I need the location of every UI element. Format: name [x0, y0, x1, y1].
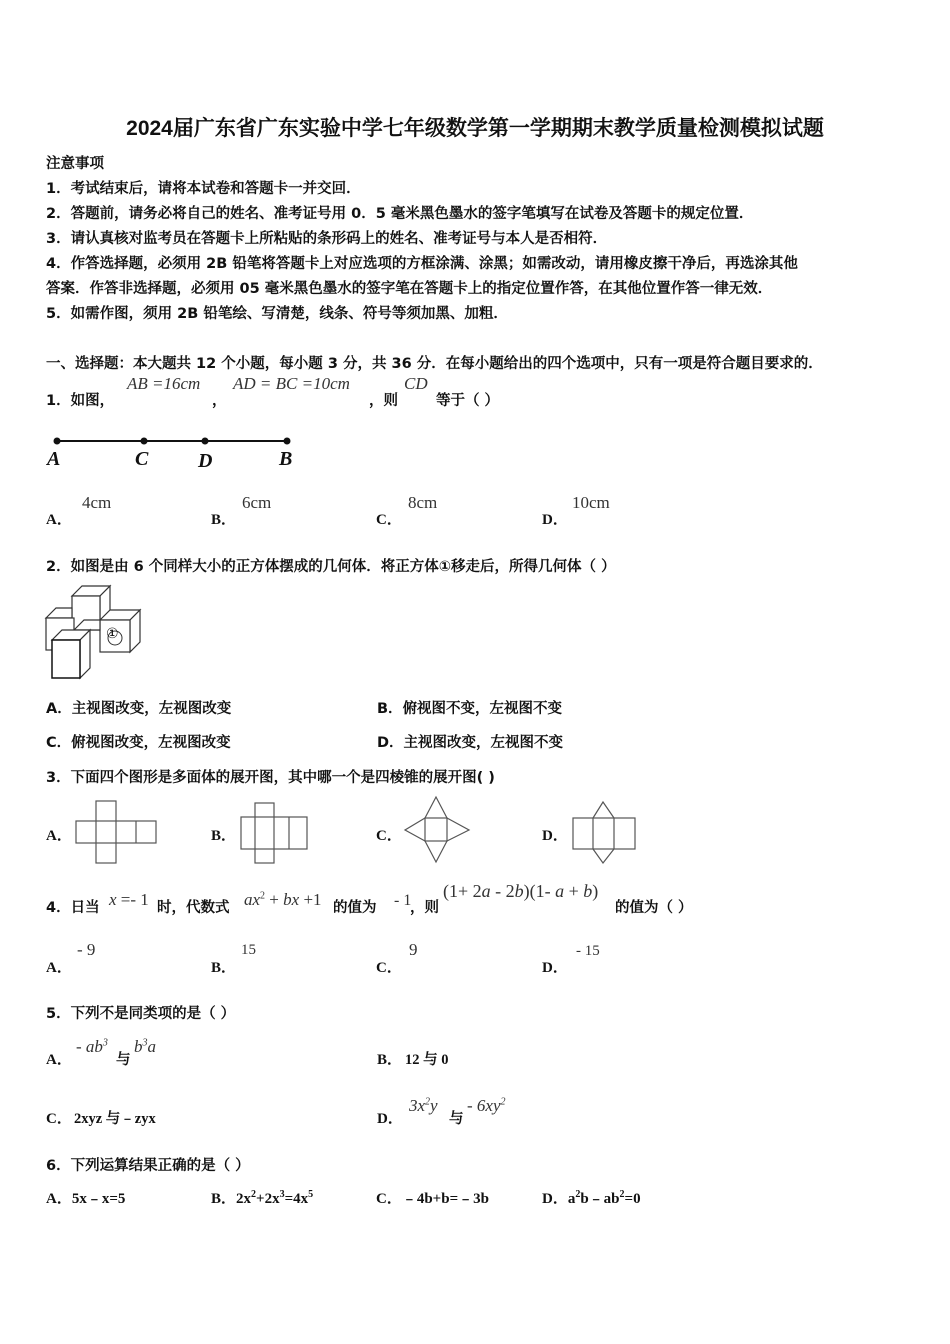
- option-d-value[interactable]: [409, 1096, 438, 1116]
- question-text: 的值为: [333, 900, 377, 916]
- notice-item: 5．如需作图，须用 2B 铅笔绘、写清楚，线条、符号等须加黑、加粗．: [46, 306, 508, 322]
- option-label-a: A．: [46, 828, 72, 844]
- connector-text: 与: [449, 1111, 464, 1127]
- exponent: 2: [619, 1189, 625, 1200]
- math-expression: AB =16cm: [127, 374, 201, 393]
- option-a[interactable]: [46, 1187, 125, 1208]
- question-text: 的值为（ ）: [615, 900, 693, 916]
- option-value: 俯视图改变，左视图改变: [71, 735, 231, 751]
- math-part: 2x: [236, 1191, 252, 1207]
- question-text: ，则: [410, 900, 439, 916]
- math-expression: AD = BC =10cm: [233, 374, 350, 393]
- net-figure-d[interactable]: [573, 802, 639, 864]
- option-c-value[interactable]: 2xyz 与﹣zyx: [74, 1111, 156, 1127]
- question-text: 3．下面四个图形是多面体的展开图，其中哪一个是四棱锥的展开图( ): [46, 770, 495, 786]
- math-term: - ab: [76, 1037, 103, 1056]
- option-label-c: C．: [376, 828, 402, 844]
- option-label: C．: [376, 1191, 402, 1207]
- option-value: 主视图改变，左视图改变: [71, 701, 232, 717]
- option-b[interactable]: [377, 697, 562, 718]
- math-expression: $ax^2$ + bx +1: [244, 890, 322, 909]
- connector-text: 与: [116, 1052, 131, 1068]
- option-value: 主视图改变，左视图不变: [403, 735, 564, 751]
- option-a-value[interactable]: [76, 1037, 108, 1057]
- net-figure-c[interactable]: [405, 797, 473, 863]
- option-c[interactable]: [46, 731, 231, 752]
- option-label-c: C．: [46, 1111, 72, 1127]
- math-part: a: [567, 1191, 576, 1207]
- option-label-a: A．: [46, 512, 72, 528]
- question-text: 4．日当: [46, 900, 100, 916]
- option-c-value[interactable]: 8cm: [408, 493, 438, 512]
- option-value: ﹣4b+b=﹣3b: [401, 1191, 489, 1207]
- math-tail: a: [147, 1037, 156, 1056]
- option-label-d: D．: [377, 1111, 403, 1127]
- math-expression: CD: [404, 374, 428, 393]
- line-segment-figure: [46, 430, 306, 475]
- question-text: 2．如图是由 6 个同样大小的正方体摆成的几何体．将正方体①移走后，所得几何体（ ）: [46, 559, 616, 575]
- exponent: 5: [308, 1189, 314, 1200]
- option-c[interactable]: [376, 1187, 489, 1208]
- option-b-value[interactable]: 6cm: [242, 493, 272, 512]
- option-a-value[interactable]: 4cm: [82, 493, 112, 512]
- option-label-c: C．: [376, 960, 402, 976]
- point-label: D: [198, 450, 213, 472]
- option-label-a: A．: [46, 1052, 72, 1068]
- math-expression: x =- 1: [109, 890, 149, 909]
- option-label-b: B．: [211, 512, 237, 528]
- page-title: 2024届广东省广东实验中学七年级数学第一学期期末教学质量检测模拟试题: [126, 117, 824, 140]
- option-label: C．: [46, 735, 72, 751]
- option-label-d: D．: [542, 960, 568, 976]
- option-label-b: B．: [377, 1052, 403, 1068]
- exponent: 3: [279, 1189, 285, 1200]
- notice-item: 3．请认真核对监考员在答题卡上所粘贴的条形码上的姓名、准考证号与本人是否相符．: [46, 231, 608, 247]
- notice-heading: 注意事项: [46, 156, 104, 172]
- option-d[interactable]: [377, 731, 563, 752]
- cube-label: ①: [106, 626, 119, 642]
- option-label: D．: [377, 735, 404, 751]
- exponent: 2: [500, 1096, 506, 1108]
- math-part: b﹣ab: [580, 1191, 620, 1207]
- math-part: +2x: [256, 1191, 280, 1207]
- notice-item: 答案．作答非选择题，必须用 05 毫米黑色墨水的签字笔在答题卡上的指定位置作答，在其他位置作答一律无效．: [46, 281, 773, 297]
- question-text: 等于（ ）: [436, 393, 500, 409]
- question-text: 时，代数式: [157, 900, 230, 916]
- option-d-value[interactable]: 10cm: [572, 493, 610, 512]
- option-label-d: D．: [542, 828, 568, 844]
- math-term: - 6xy: [467, 1096, 501, 1115]
- option-value: 5x﹣x=5: [71, 1191, 126, 1207]
- option-label-a: A．: [46, 960, 72, 976]
- math-part: =4x: [284, 1191, 309, 1207]
- point-label: B: [279, 448, 293, 470]
- option-b-value[interactable]: 15: [241, 942, 256, 958]
- option-d-value[interactable]: - 15: [576, 943, 600, 959]
- option-label-c: C．: [376, 512, 402, 528]
- point-label: A: [47, 448, 61, 470]
- option-b-value[interactable]: 12 与 0: [405, 1052, 449, 1068]
- net-figure-b[interactable]: [241, 803, 309, 865]
- notice-item: 2．答题前，请务必将自己的姓名、准考证号用 0．5 毫米黑色墨水的签字笔填写在试卷及答题卡的规定位置．: [46, 206, 754, 222]
- exponent: 3: [102, 1037, 108, 1049]
- math-tail: y: [430, 1096, 438, 1115]
- question-text: 1．如图，: [46, 393, 115, 409]
- option-b[interactable]: [211, 1187, 313, 1208]
- question-text: ，: [212, 393, 227, 409]
- option-label-b: B．: [211, 828, 237, 844]
- math-term: [134, 1037, 156, 1057]
- math-base: b: [134, 1037, 143, 1056]
- section-heading: 一、选择题：本大题共 12 个小题，每小题 3 分，共 36 分．在每小题给出的四个选项中，只有一项是符合题目要求的．: [46, 356, 823, 372]
- math-term: [467, 1096, 506, 1116]
- option-label-d: D．: [542, 512, 568, 528]
- option-label-b: B．: [211, 960, 237, 976]
- net-figure-a[interactable]: [76, 801, 158, 863]
- math-term: 3x: [409, 1096, 426, 1115]
- option-label: B．: [377, 701, 403, 717]
- option-a-value[interactable]: - 9: [77, 940, 96, 959]
- cube-assembly-figure: [44, 584, 144, 684]
- point-label: C: [135, 448, 149, 470]
- option-label: D．: [542, 1191, 568, 1207]
- exponent: 2: [575, 1189, 581, 1200]
- option-label: A．: [46, 1191, 72, 1207]
- option-value: 俯视图不变，左视图不变: [402, 701, 563, 717]
- option-label: A．: [46, 701, 72, 717]
- question-text: 6．下列运算结果正确的是（ ）: [46, 1158, 250, 1174]
- question-text: 5．下列不是同类项的是（ ）: [46, 1006, 236, 1022]
- option-c-value[interactable]: 9: [409, 940, 418, 959]
- notice-item: 4．作答选择题，必须用 2B 铅笔将答题卡上对应选项的方框涂满、涂黑；如需改动，请用橡皮擦干净后，再选涂其他: [46, 256, 798, 272]
- option-label: B．: [211, 1191, 237, 1207]
- math-expression: - 1: [394, 892, 412, 909]
- question-text: ，则: [369, 393, 398, 409]
- exponent: 3: [142, 1037, 148, 1049]
- math-part: =0: [624, 1191, 641, 1207]
- option-a[interactable]: [46, 697, 231, 718]
- notice-item: 1．考试结束后，请将本试卷和答题卡一并交回．: [46, 181, 361, 197]
- option-d[interactable]: [542, 1187, 641, 1208]
- exponent: 2: [425, 1096, 431, 1108]
- exponent: 2: [251, 1189, 257, 1200]
- math-expression: (1+ 2a - 2b)(1- a + b): [443, 881, 599, 901]
